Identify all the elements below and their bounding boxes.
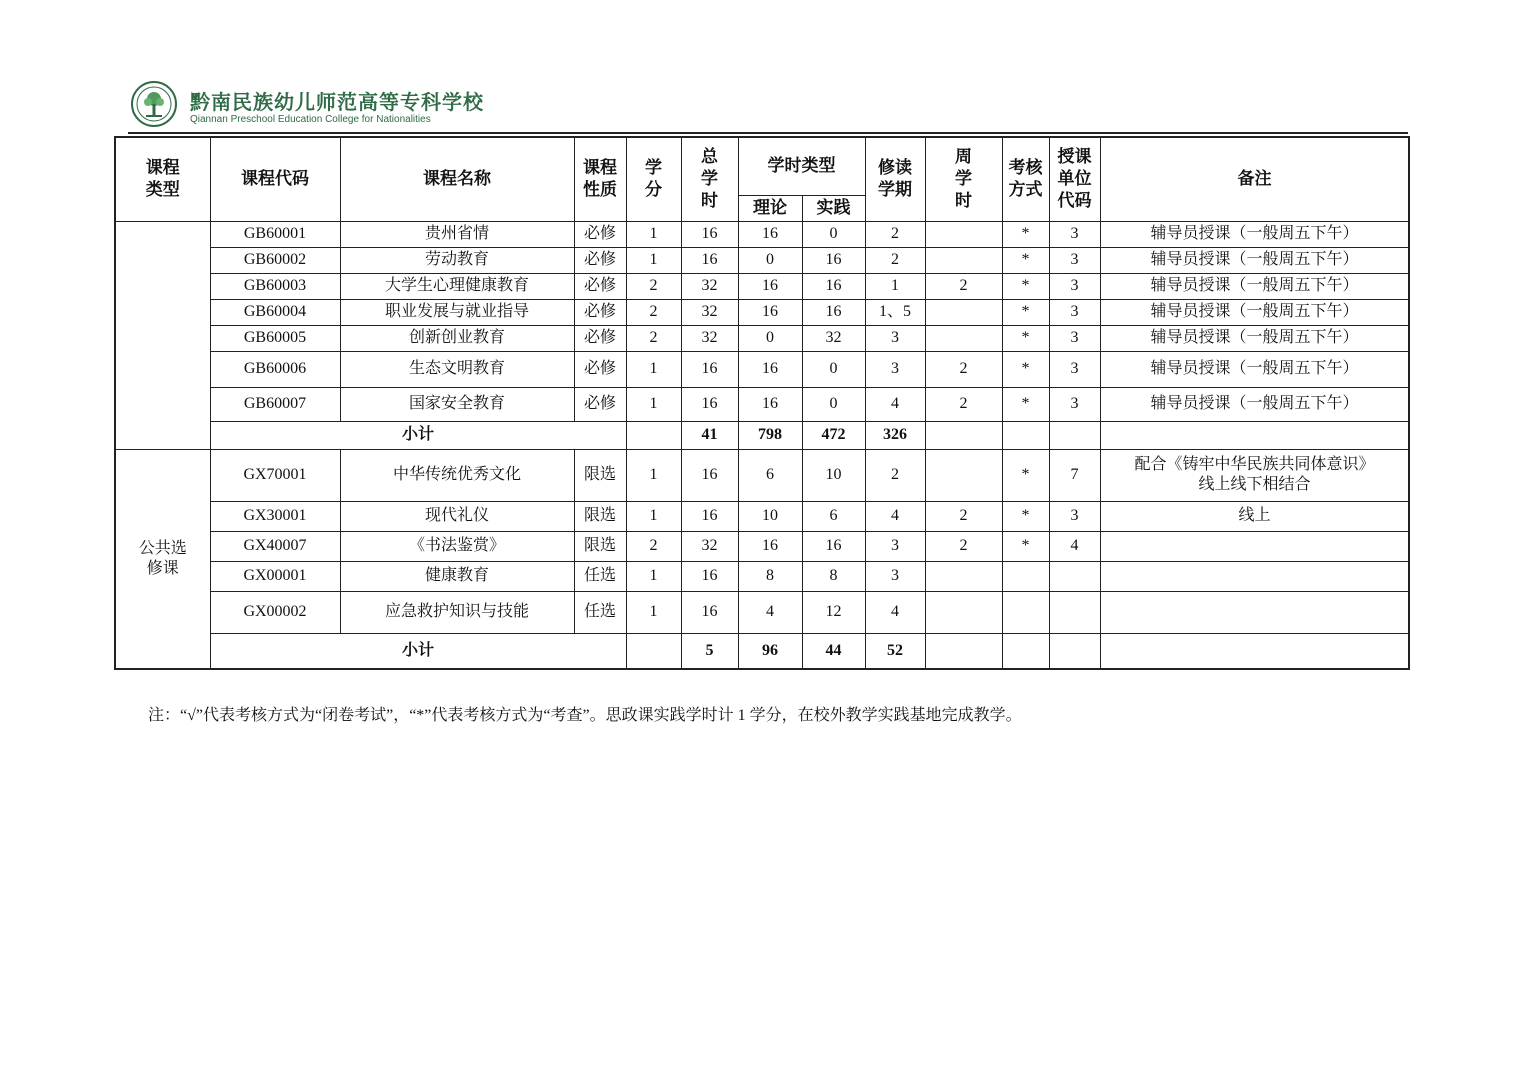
header-semester: 修读 学期 <box>865 137 925 221</box>
table-row <box>115 221 1409 247</box>
theory-hours: 6 <box>738 449 802 501</box>
course-name: 生态文明教育 <box>340 351 574 387</box>
semester: 4 <box>865 387 925 421</box>
table-row <box>115 247 1409 273</box>
semester: 3 <box>865 351 925 387</box>
practice-hours: 16 <box>802 247 865 273</box>
credit: 1 <box>626 387 681 421</box>
course-code: GB60002 <box>210 247 340 273</box>
practice-hours: 0 <box>802 221 865 247</box>
unit-code: 3 <box>1049 221 1100 247</box>
table-row <box>115 531 1409 561</box>
weekly-hours <box>925 591 1002 633</box>
course-nature: 限选 <box>574 501 626 531</box>
course-name: 健康教育 <box>340 561 574 591</box>
course-code: GB60001 <box>210 221 340 247</box>
assessment <box>1002 561 1049 591</box>
remark: 辅导员授课（一般周五下午） <box>1100 387 1409 421</box>
course-code: GB60007 <box>210 387 340 421</box>
remark: 辅导员授课（一般周五下午） <box>1100 351 1409 387</box>
subtotal-theory: 44 <box>802 633 865 669</box>
course-name: 职业发展与就业指导 <box>340 299 574 325</box>
assessment <box>1002 591 1049 633</box>
subtotal-credit: 41 <box>681 421 738 449</box>
theory-hours: 4 <box>738 591 802 633</box>
footnote: 注：“√”代表考核方式为“闭卷考试”，“*”代表考核方式为“考查”。思政课实践学时计 1 学分，在校外教学实践基地完成教学。 <box>148 707 1022 724</box>
assessment: * <box>1002 273 1049 299</box>
header-unit-code: 授课 单位 代码 <box>1049 137 1100 221</box>
total-hours: 16 <box>681 561 738 591</box>
unit-code: 3 <box>1049 351 1100 387</box>
credit: 2 <box>626 299 681 325</box>
course-code: GB60005 <box>210 325 340 351</box>
credit: 1 <box>626 351 681 387</box>
subtotal-total-hours: 798 <box>738 421 802 449</box>
subtotal-total-hours: 96 <box>738 633 802 669</box>
course-nature: 必修 <box>574 325 626 351</box>
subtotal-weekly <box>1002 421 1049 449</box>
theory-hours: 0 <box>738 247 802 273</box>
course-nature: 限选 <box>574 449 626 501</box>
semester: 1、5 <box>865 299 925 325</box>
assessment: * <box>1002 351 1049 387</box>
assessment: * <box>1002 299 1049 325</box>
header-total-hours: 总 学 时 <box>681 137 738 221</box>
header-divider <box>128 132 1408 134</box>
remark: 辅导员授课（一般周五下午） <box>1100 247 1409 273</box>
subtotal-row <box>115 421 1409 449</box>
remark: 线上 <box>1100 501 1409 531</box>
unit-code: 3 <box>1049 299 1100 325</box>
weekly-hours <box>925 221 1002 247</box>
group1-type-cell <box>115 221 210 449</box>
semester: 1 <box>865 273 925 299</box>
assessment: * <box>1002 221 1049 247</box>
course-name: 国家安全教育 <box>340 387 574 421</box>
course-nature: 任选 <box>574 591 626 633</box>
table-row <box>115 299 1409 325</box>
remark: 辅导员授课（一般周五下午） <box>1100 299 1409 325</box>
semester: 3 <box>865 531 925 561</box>
unit-code <box>1049 561 1100 591</box>
remark: 配合《铸牢中华民族共同体意识》 线上线下相结合 <box>1100 449 1409 501</box>
course-name: 劳动教育 <box>340 247 574 273</box>
header-course-type: 课程 类型 <box>115 137 210 221</box>
credit: 2 <box>626 325 681 351</box>
theory-hours: 16 <box>738 299 802 325</box>
credit: 1 <box>626 501 681 531</box>
weekly-hours: 2 <box>925 273 1002 299</box>
unit-code: 3 <box>1049 325 1100 351</box>
course-nature: 任选 <box>574 561 626 591</box>
header-course-code: 课程代码 <box>210 137 340 221</box>
semester: 2 <box>865 449 925 501</box>
course-table <box>114 136 1410 670</box>
assessment: * <box>1002 247 1049 273</box>
semester: 4 <box>865 591 925 633</box>
table-row <box>115 273 1409 299</box>
course-code: GX00001 <box>210 561 340 591</box>
weekly-hours <box>925 449 1002 501</box>
unit-code: 3 <box>1049 247 1100 273</box>
course-nature: 必修 <box>574 273 626 299</box>
subtotal-label: 小计 <box>210 633 626 669</box>
weekly-hours <box>925 299 1002 325</box>
weekly-hours <box>925 561 1002 591</box>
assessment: * <box>1002 325 1049 351</box>
unit-code: 3 <box>1049 501 1100 531</box>
header-credit: 学 分 <box>626 137 681 221</box>
school-name-en: Qiannan Preschool Education College for Nationalities <box>190 114 431 125</box>
credit: 1 <box>626 221 681 247</box>
table-row <box>115 449 1409 501</box>
theory-hours: 16 <box>738 531 802 561</box>
practice-hours: 12 <box>802 591 865 633</box>
theory-hours: 16 <box>738 351 802 387</box>
total-hours: 16 <box>681 221 738 247</box>
subtotal-unit <box>1100 421 1409 449</box>
course-code: GB60003 <box>210 273 340 299</box>
table-row <box>115 351 1409 387</box>
practice-hours: 0 <box>802 387 865 421</box>
course-code: GB60006 <box>210 351 340 387</box>
course-nature: 必修 <box>574 387 626 421</box>
total-hours: 32 <box>681 299 738 325</box>
weekly-hours: 2 <box>925 351 1002 387</box>
remark <box>1100 591 1409 633</box>
practice-hours: 8 <box>802 561 865 591</box>
practice-hours: 16 <box>802 299 865 325</box>
page-header <box>128 78 1408 134</box>
school-seal-icon <box>130 80 178 128</box>
table-row <box>115 561 1409 591</box>
subtotal-semester <box>925 633 1002 669</box>
header-hour-type: 学时类型 <box>738 137 865 195</box>
remark: 辅导员授课（一般周五下午） <box>1100 273 1409 299</box>
practice-hours: 32 <box>802 325 865 351</box>
remark <box>1100 561 1409 591</box>
assessment: * <box>1002 501 1049 531</box>
subtotal-label: 小计 <box>210 421 626 449</box>
remark <box>1100 531 1409 561</box>
semester: 3 <box>865 561 925 591</box>
credit: 1 <box>626 591 681 633</box>
course-name: 创新创业教育 <box>340 325 574 351</box>
group2-type-cell: 公共选 修课 <box>115 449 210 669</box>
theory-hours: 0 <box>738 325 802 351</box>
total-hours: 16 <box>681 501 738 531</box>
subtotal-credit: 5 <box>681 633 738 669</box>
total-hours: 32 <box>681 325 738 351</box>
header-practice: 实践 <box>802 195 865 221</box>
total-hours: 16 <box>681 351 738 387</box>
credit: 2 <box>626 273 681 299</box>
total-hours: 32 <box>681 531 738 561</box>
course-name: 贵州省情 <box>340 221 574 247</box>
unit-code: 3 <box>1049 273 1100 299</box>
subtotal-nature <box>626 421 681 449</box>
course-name: 大学生心理健康教育 <box>340 273 574 299</box>
subtotal-practice: 326 <box>865 421 925 449</box>
weekly-hours: 2 <box>925 387 1002 421</box>
subtotal-semester <box>925 421 1002 449</box>
subtotal-practice: 52 <box>865 633 925 669</box>
subtotal-assess <box>1049 633 1100 669</box>
semester: 3 <box>865 325 925 351</box>
theory-hours: 16 <box>738 387 802 421</box>
theory-hours: 10 <box>738 501 802 531</box>
course-code: GX40007 <box>210 531 340 561</box>
unit-code: 4 <box>1049 531 1100 561</box>
assessment: * <box>1002 387 1049 421</box>
theory-hours: 16 <box>738 273 802 299</box>
weekly-hours <box>925 247 1002 273</box>
course-nature: 限选 <box>574 531 626 561</box>
practice-hours: 10 <box>802 449 865 501</box>
header-course-name: 课程名称 <box>340 137 574 221</box>
course-nature: 必修 <box>574 247 626 273</box>
course-code: GX30001 <box>210 501 340 531</box>
subtotal-nature <box>626 633 681 669</box>
practice-hours: 0 <box>802 351 865 387</box>
total-hours: 16 <box>681 387 738 421</box>
course-code: GX00002 <box>210 591 340 633</box>
course-nature: 必修 <box>574 299 626 325</box>
credit: 1 <box>626 449 681 501</box>
credit: 1 <box>626 247 681 273</box>
unit-code: 3 <box>1049 387 1100 421</box>
practice-hours: 16 <box>802 273 865 299</box>
weekly-hours <box>925 325 1002 351</box>
header-row <box>115 137 1409 195</box>
school-name-cn: 黔南民族幼儿师范高等专科学校 <box>190 90 484 114</box>
semester: 2 <box>865 247 925 273</box>
credit: 1 <box>626 561 681 591</box>
header-course-nature: 课程 性质 <box>574 137 626 221</box>
course-nature: 必修 <box>574 351 626 387</box>
theory-hours: 8 <box>738 561 802 591</box>
weekly-hours: 2 <box>925 501 1002 531</box>
course-name: 《书法鉴赏》 <box>340 531 574 561</box>
total-hours: 32 <box>681 273 738 299</box>
weekly-hours: 2 <box>925 531 1002 561</box>
semester: 2 <box>865 221 925 247</box>
subtotal-unit <box>1100 633 1409 669</box>
course-name: 中华传统优秀文化 <box>340 449 574 501</box>
course-nature: 必修 <box>574 221 626 247</box>
assessment: * <box>1002 531 1049 561</box>
subtotal-row <box>115 633 1409 669</box>
header-assessment: 考核 方式 <box>1002 137 1049 221</box>
course-code: GX70001 <box>210 449 340 501</box>
remark: 辅导员授课（一般周五下午） <box>1100 325 1409 351</box>
table-row <box>115 325 1409 351</box>
subtotal-assess <box>1049 421 1100 449</box>
table-row <box>115 387 1409 421</box>
subtotal-weekly <box>1002 633 1049 669</box>
course-name: 应急救护知识与技能 <box>340 591 574 633</box>
total-hours: 16 <box>681 449 738 501</box>
header-weekly-hours: 周 学 时 <box>925 137 1002 221</box>
course-code: GB60004 <box>210 299 340 325</box>
theory-hours: 16 <box>738 221 802 247</box>
remark: 辅导员授课（一般周五下午） <box>1100 221 1409 247</box>
unit-code: 7 <box>1049 449 1100 501</box>
header-remark: 备注 <box>1100 137 1409 221</box>
table-row <box>115 591 1409 633</box>
course-name: 现代礼仪 <box>340 501 574 531</box>
semester: 4 <box>865 501 925 531</box>
header-theory: 理论 <box>738 195 802 221</box>
subtotal-theory: 472 <box>802 421 865 449</box>
credit: 2 <box>626 531 681 561</box>
assessment: * <box>1002 449 1049 501</box>
practice-hours: 6 <box>802 501 865 531</box>
total-hours: 16 <box>681 591 738 633</box>
total-hours: 16 <box>681 247 738 273</box>
unit-code <box>1049 591 1100 633</box>
practice-hours: 16 <box>802 531 865 561</box>
table-row <box>115 501 1409 531</box>
